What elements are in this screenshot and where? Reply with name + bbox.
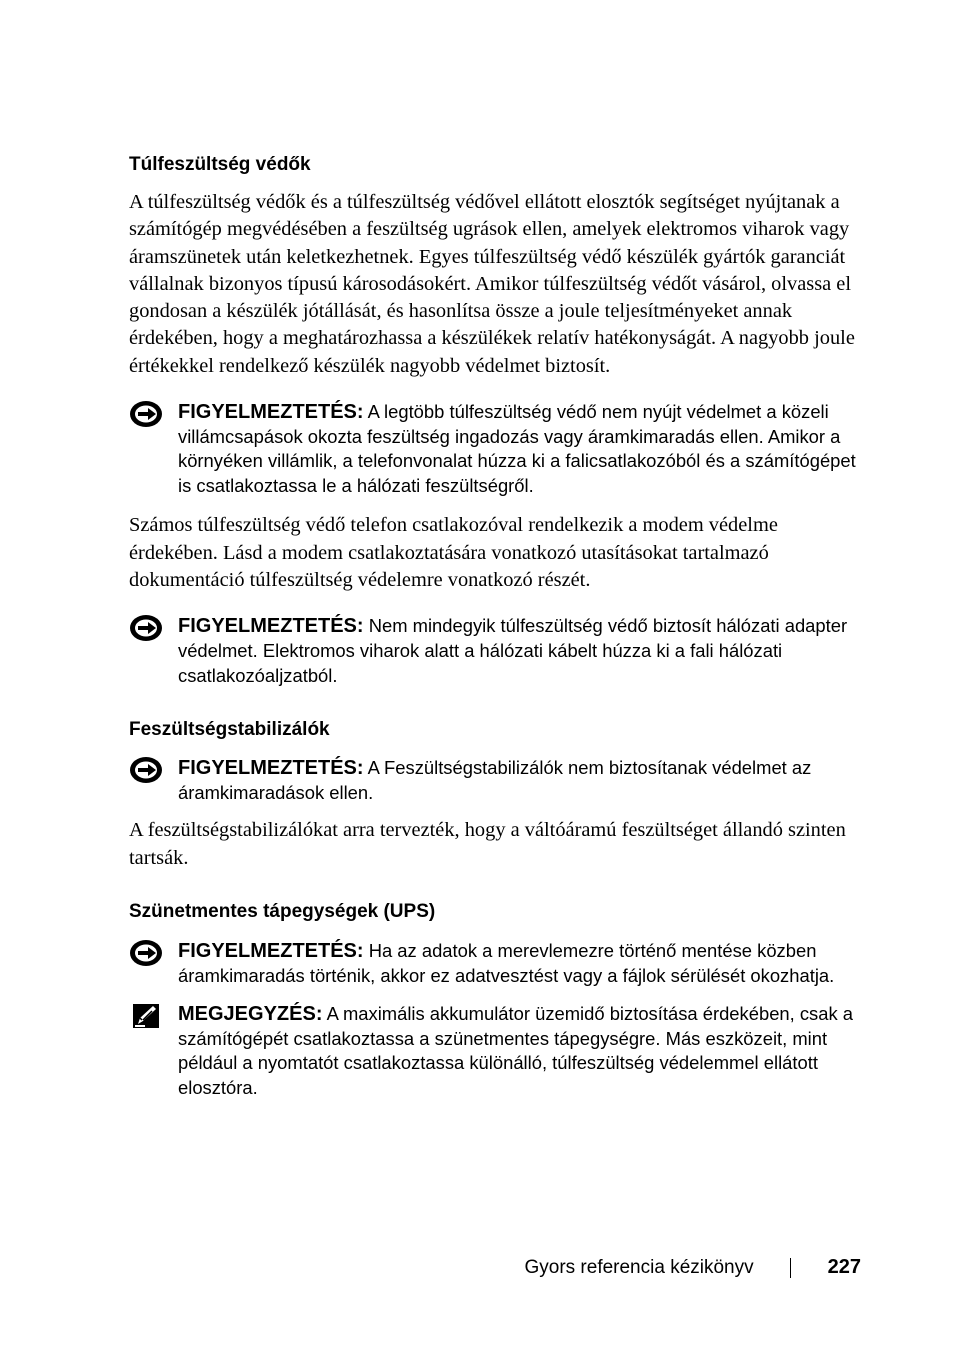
warning-icon <box>129 939 163 967</box>
warning-notice-lightning <box>129 400 857 498</box>
page-number: 227 <box>827 1256 861 1278</box>
footer-separator <box>790 1258 791 1278</box>
warning-label: FIGYELMEZTETÉS: <box>178 939 364 962</box>
warning-label: FIGYELMEZTETÉS: <box>178 757 364 780</box>
warning-text: A Feszültségstabilizálók nem biztosítanak védelmet az áramkimaradások ellen. <box>178 757 812 803</box>
warning-text: Ha az adatok a merevlemezre történő mentése közben áramkimaradás történik, akkor ez adatvesztést vagy a fájlok sérülését okozhatja. <box>178 939 835 986</box>
page-footer <box>524 1256 861 1279</box>
warning-icon <box>129 756 163 784</box>
warning-notice-ups <box>129 939 857 988</box>
heading-ups: Szünetmentes tápegységek (UPS) <box>129 900 436 922</box>
warning-notice-adapter <box>129 614 857 688</box>
warning-label: FIGYELMEZTETÉS: <box>178 615 364 638</box>
note-notice-ups <box>129 1002 857 1100</box>
heading-surge-protectors: Túlfeszültség védők <box>129 154 311 175</box>
warning-text: A legtöbb túlfeszültség védő nem nyújt védelmet a közeli villámcsapások okozta feszültség ingadozás vagy áramkimaradás ellen. Amikor a környéken villámlik, a telefonvonalat húzza ki a falicsatlakozóból és a számítógépet is csatlakoztassa le a hálózati feszültségről. <box>178 401 856 496</box>
heading-line-conditioners: Feszültségstabilizálók <box>129 719 330 741</box>
note-label: MEGJEGYZÉS: <box>178 1003 323 1026</box>
note-text: A maximális akkumulátor üzemidő biztosítása érdekében, csak a számítógépét csatlakoztassa a szünetmentes tápegységre. Más eszközeit, mint például a nyomtatót csatlakoztassa különálló, túlfeszültség védelemmel ellátott elosztóra. <box>178 1003 854 1098</box>
note-icon <box>129 1002 163 1030</box>
paragraph-modem-protection: Számos túlfeszültség védő telefon csatlakozóval rendelkezik a modem védelme érdekében. Lásd a modem csatlakoztatására vonatkozó utasításokat tartalmazó dokumentáció túlfeszültség védelemre vonatkozó részét. <box>129 514 778 592</box>
paragraph-line-conditioners: A feszültségstabilizálókat arra tervezték, hogy a váltóáramú feszültséget állandó szinten tartsák. <box>129 819 846 869</box>
warning-icon <box>129 614 163 642</box>
warning-notice-conditioners <box>129 756 857 805</box>
warning-text: Nem mindegyik túlfeszültség védő biztosít hálózati adapter védelmet. Elektromos viharok alatt a hálózati kábelt húzza ki a fali hálózati csatlakozóaljzatból. <box>178 615 848 686</box>
warning-icon <box>129 400 163 428</box>
paragraph-surge-protectors: A túlfeszültség védők és a túlfeszültség védővel ellátott elosztók segítséget nyújtanak a számítógép megvédésében a feszültség ugrások ellen, amelyek elektromos viharok vagy áramszünetek után keletkezhetnek. Egyes túlfeszültség védő készülék gyártók garanciát vállalnak bizonyos típusú károsodásokért. Amikor túlfeszültség védőt vásárol, olvassa el gondosan a készülék jótállását, és hasonlítsa össze a joule teljesítményeket annak érdekében, hogy a meghatározhassa a készülékek relatív hatékonyságát. A nagyobb joule értékekkel rendelkező készülék nagyobb védelmet biztosít. <box>129 191 855 377</box>
warning-label: FIGYELMEZTETÉS: <box>178 401 364 424</box>
page-content <box>129 152 857 1100</box>
footer-title: Gyors referencia kézikönyv <box>524 1256 754 1278</box>
